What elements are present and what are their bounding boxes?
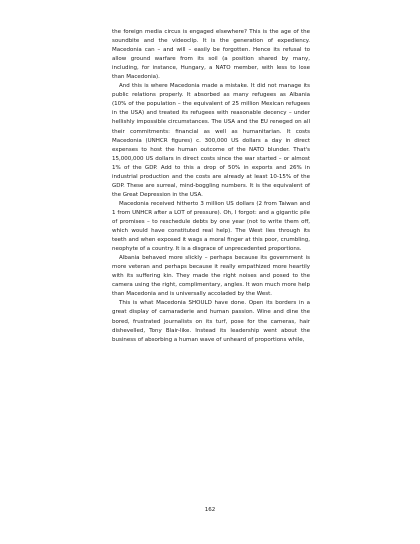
page-number: 162 <box>204 507 216 513</box>
body-text <box>112 28 310 345</box>
paragraph-1: the foreign media circus is engaged elsewhere? This is the age of the soundbite and the videoclip. It is the generation of expediency. Macedonia can – and will – easily be forgotten. Hence its refusal to allow ground warfare from its soil (a position shared by many, including, for instance, Hungary, a NATO member, with less to lose than Macedonia). <box>112 29 310 81</box>
paragraph-4: Albania behaved more slickly – perhaps because its government is more veteran and perhaps because it really empathized more heartily with its suffering kin. They made the right noises and posed to the camera using the right, complimentary, angles. It won much more help than Macedonia and is universally accoladed by the West. <box>112 255 310 298</box>
paragraph-2: And this is where Macedonia made a mistake. It did not manage its public relations properly. It absorbed as many refugees as Albania (10% of the population – the equivalent of 25 million Mexican refugees in the USA) and treated its refugees with reasonable decency – under hellishly impossible circumstances. The USA and the EU reneged on all their commitments: financial as well as humanitarian. It costs Macedonia (UNHCR figures) c. 300,000 US dollars a day in direct expenses to host the human outcome of the NATO blunder. That's 15,000,000 US dollars in direct costs since the war started – or almost 1% of the GDP. Add to this a drop of 50% in exports and 26% in industrial production and the costs are already at least 10-15% of the GDP. These are surreal, mind-boggling numbers. It is the equivalent of the Great Depression in the USA. <box>112 83 310 198</box>
paragraph-5: This is what Macedonia SHOULD have done. Open its borders in a great display of camaraderie and human passion. Wine and dine the bored, frustrated journalists on its turf, pose for the cameras, hair dishevelled, Tony Blair-like. Instead its leadership went about the business of absorbing a human wave of unheard of proportions while, <box>112 300 310 343</box>
paragraph-3: Macedonia received hitherto 3 million US dollars (2 from Taiwan and 1 from UNHCR after a LOT of pressure). Oh, I forgot: and a gigantic pile of promises – to reschedule debts by one year (not to write them off, which would have constituted real help). The West lies through its teeth and when exposed it wags a moral finger at this poor, crumbling, neophyte of a country. It is a disgrace of unprecedented proportions. <box>112 200 310 253</box>
